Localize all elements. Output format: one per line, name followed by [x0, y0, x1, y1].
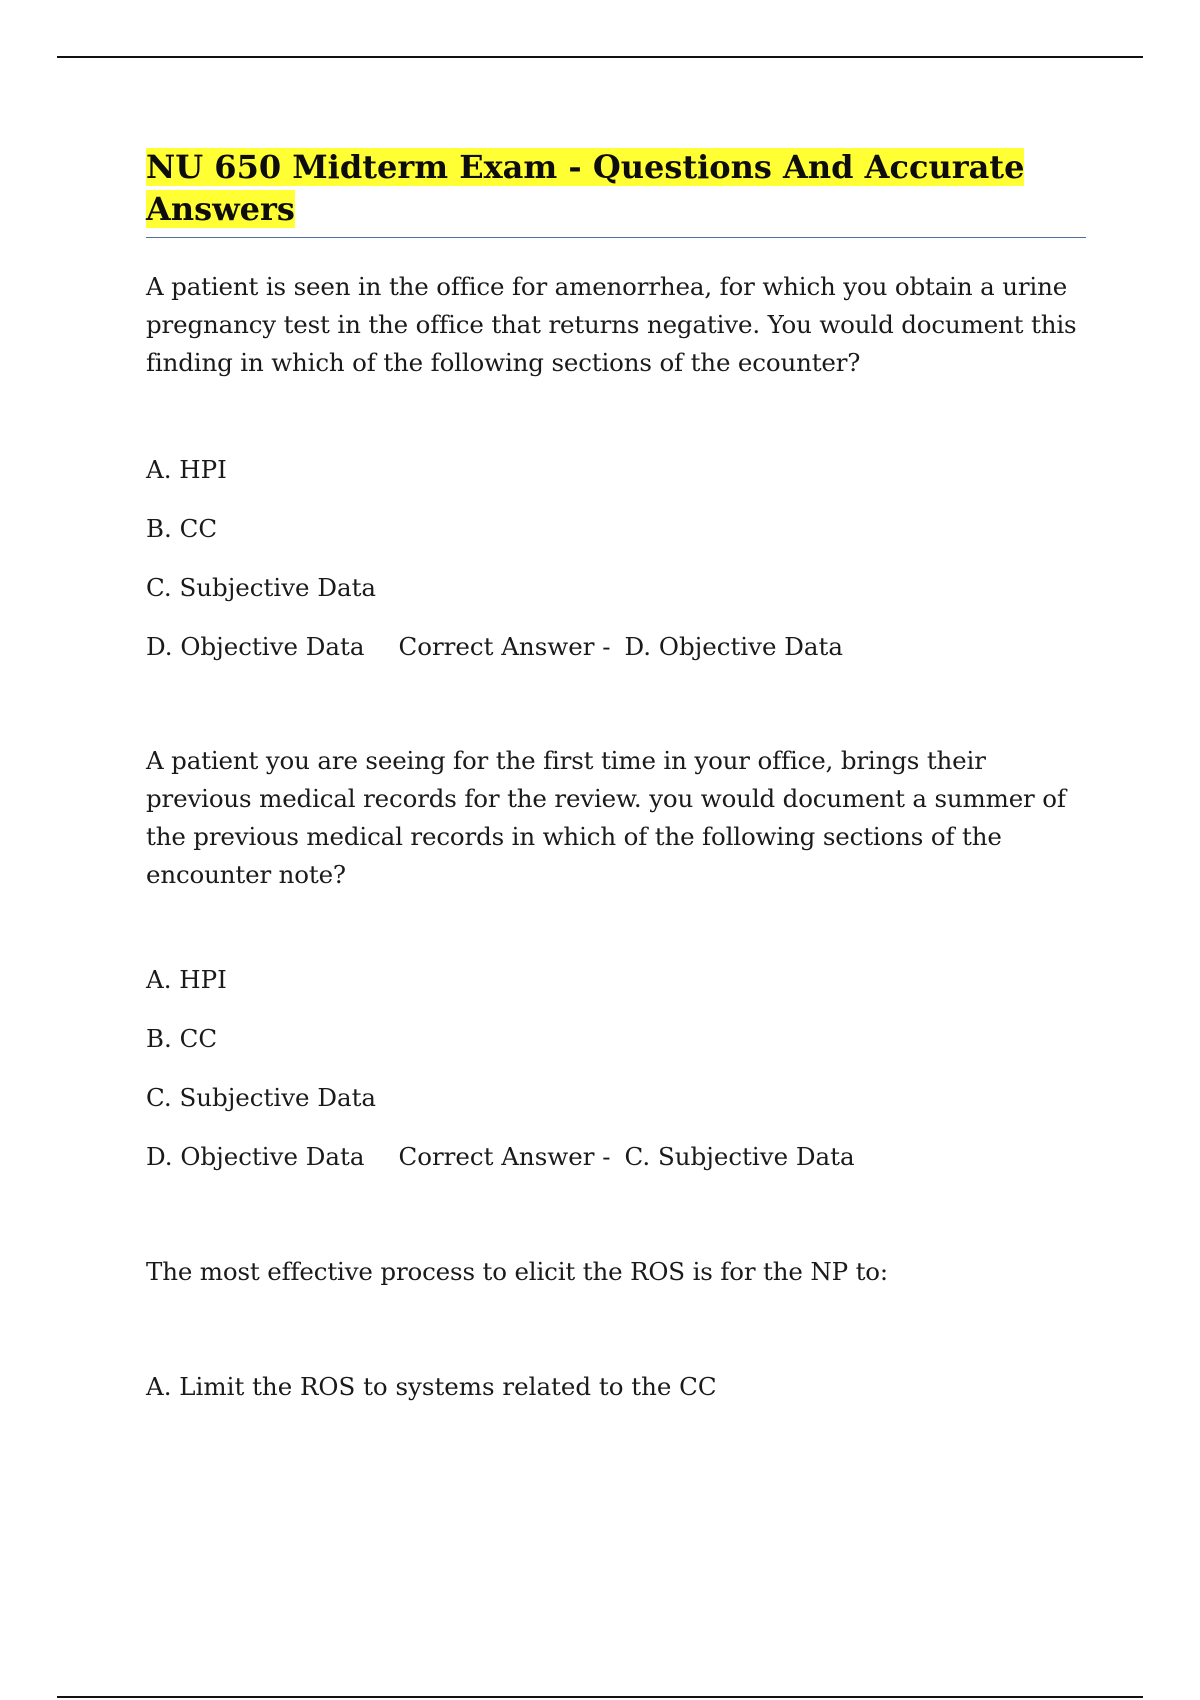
question-1-option-d-row — [146, 631, 1086, 663]
title-underline — [146, 237, 1086, 238]
question-3-text: The most effective process to elicit the ROS is for the NP to: — [146, 1257, 889, 1286]
question-1-option-a: A. HPI — [146, 455, 227, 484]
question-1-option-c: C. Subjective Data — [146, 573, 377, 602]
title-line-1: NU 650 Midterm Exam - Questions And Accurate — [146, 148, 1025, 186]
question-2-option-a: A. HPI — [146, 965, 227, 994]
question-2-option-d-row — [146, 1141, 1086, 1173]
question-2-option-b: B. CC — [146, 1024, 218, 1053]
question-2-text: A patient you are seeing for the first time in your office, brings their previous medical records for the review. you would document a summer of the previous medical records in which of the following sections of the encounter note? — [146, 746, 1066, 889]
document-title — [146, 146, 1086, 230]
question-1-correct-answer: D. Objective Data — [624, 632, 843, 661]
question-3-option-a: A. Limit the ROS to systems related to the CC — [146, 1372, 717, 1401]
question-2-option-c: C. Subjective Data — [146, 1083, 377, 1112]
question-1-option-b: B. CC — [146, 514, 218, 543]
page-bottom-rule — [57, 1696, 1143, 1698]
question-1-option-d: D. Objective Data — [146, 632, 365, 661]
page-top-rule — [57, 56, 1143, 58]
question-2-correct-answer-label: Correct Answer - — [398, 1142, 611, 1171]
title-line-2: Answers — [146, 190, 295, 228]
question-1-correct-answer-label: Correct Answer - — [398, 632, 611, 661]
document-body — [146, 146, 1086, 1403]
question-2-option-d: D. Objective Data — [146, 1142, 365, 1171]
question-2-correct-answer: C. Subjective Data — [624, 1142, 855, 1171]
question-1-text: A patient is seen in the office for amenorrhea, for which you obtain a urine pregnancy test in the office that returns negative. You would document this finding in which of the following sections of the ecounter? — [146, 272, 1077, 377]
